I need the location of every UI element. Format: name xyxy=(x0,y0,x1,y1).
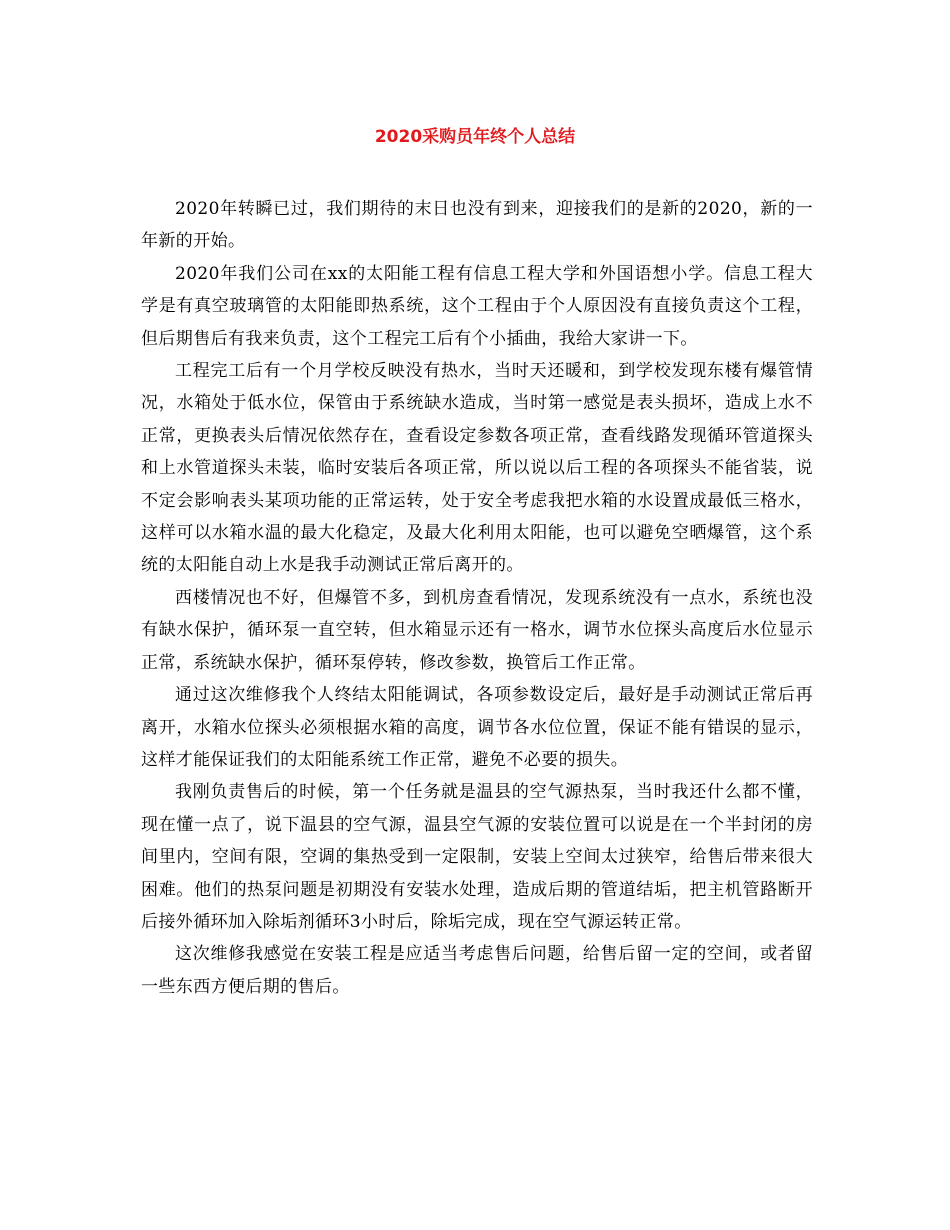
paragraph-7: 这次维修我感觉在安装工程是应适当考虑售后问题，给售后留一定的空间，或者留一些东西方便后期的售后。 xyxy=(141,944,813,997)
paragraph-2: 2020年我们公司在xx的太阳能工程有信息工程大学和外国语想小学。信息工程大学是有真空玻璃管的太阳能即热系统，这个工程由于个人原因没有直接负责这个工程，但后期售后有我来负责，这个工程完工后有个小插曲，我给大家讲一下。 xyxy=(141,263,813,349)
paragraph-5: 通过这次维修我个人终结太阳能调试，各项参数设定后，最好是手动测试正常后再离开，水箱水位探头必须根据水箱的高度，调节各水位位置，保证不能有错误的显示，这样才能保证我们的太阳能系统工作正常，避免不必要的损失。 xyxy=(141,685,813,770)
paragraph-4: 西楼情况也不好，但爆管不多，到机房查看情况，发现系统没有一点水，系统也没有缺水保护，循环泵一直空转，但水箱显示还有一格水，调节水位探头高度后水位显示正常，系统缺水保护，循环泵停转，修改参数，换管后工作正常。 xyxy=(141,587,813,673)
document-body xyxy=(141,193,813,1003)
paragraph-1: 2020年转瞬已过，我们期待的末日也没有到来，迎接我们的是新的2020，新的一年新的开始。 xyxy=(141,199,813,252)
paragraph-3: 工程完工后有一个月学校反映没有热水，当时天还暖和，到学校发现东楼有爆管情况，水箱处于低水位，保管由于系统缺水造成，当时第一感觉是表头损坏，造成上水不正常，更换表头后情况依然存在，查看设定参数各项正常，查看线路发现循环管道探头和上水管道探头未装，临时安装后各项正常，所以说以后工程的各项探头不能省装，说不定会影响表头某项功能的正常运转，处于安全考虑我把水箱的水设置成最低三格水，这样可以水箱水温的最大化稳定，及最大化利用太阳能，也可以避免空晒爆管，这个系统的太阳能自动上水是我手动测试正常后离开的。 xyxy=(141,361,813,576)
document-title: 2020采购员年终个人总结 xyxy=(374,127,576,147)
paragraph-6: 我刚负责售后的时候，第一个任务就是温县的空气源热泵，当时我还什么都不懂，现在懂一点了，说下温县的空气源，温县空气源的安装位置可以说是在一个半封闭的房间里内，空间有限，空调的集热受到一定限制，安装上空间太过狭窄，给售后带来很大困难。他们的热泵问题是初期没有安装水处理，造成后期的管道结垢，把主机管路断开后接外循环加入除垢剂循环3小时后，除垢完成，现在空气源运转正常。 xyxy=(141,782,813,932)
